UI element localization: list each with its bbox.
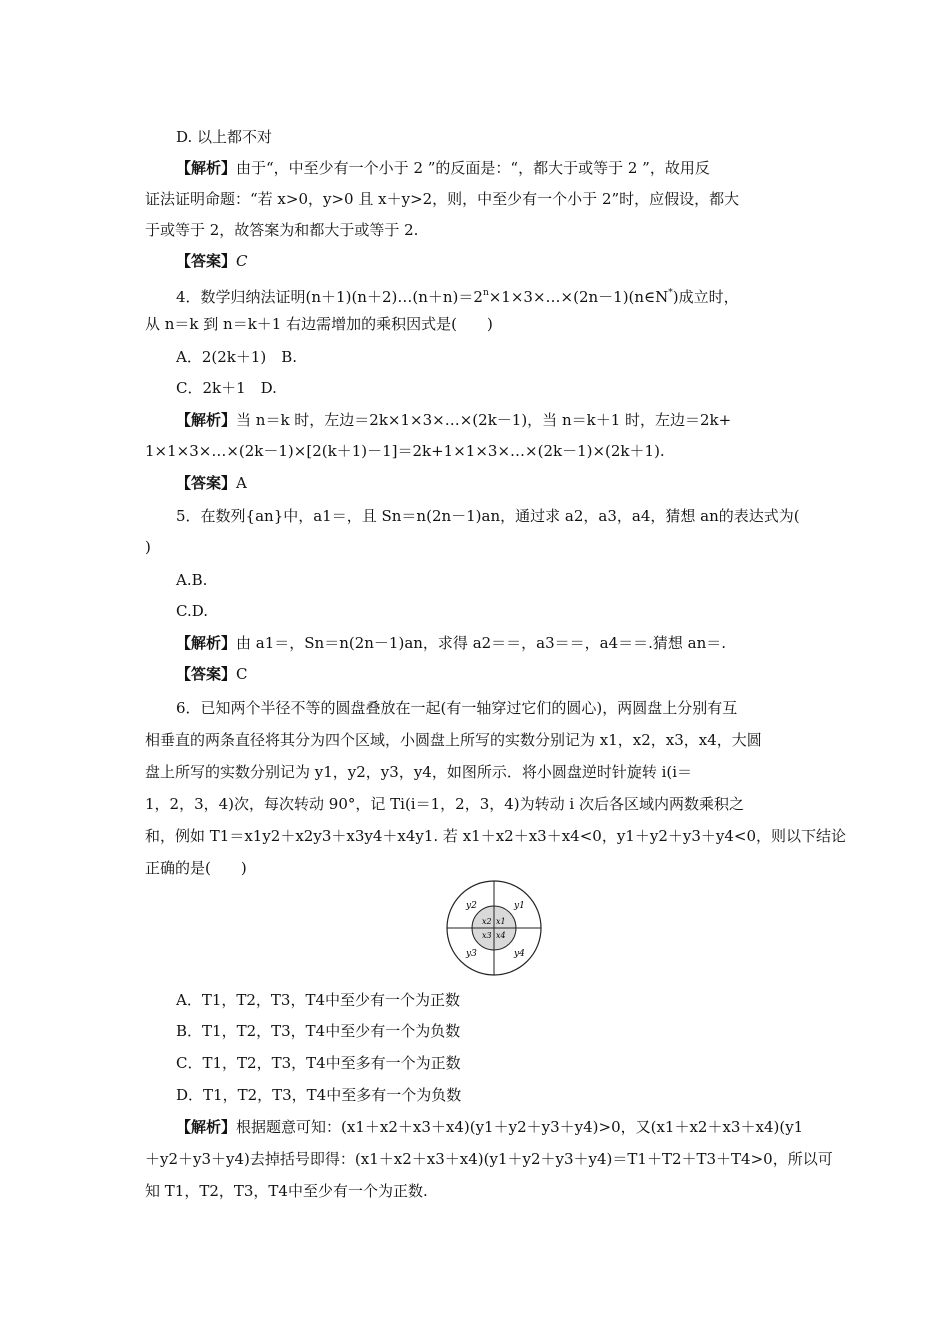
analysis-text: 由 a1＝，Sn＝n(2n－1)an，求得 a2＝＝，a3＝＝，a4＝＝.猜想 an＝. — [236, 634, 727, 652]
option-line: C．2k＋1 D. — [176, 379, 277, 397]
text-line: 正确的是( ) — [145, 859, 247, 877]
option-b: B．T1，T2，T3，T4中至少有一个为负数 — [176, 1022, 461, 1040]
text-part: 4．数学归纳法证明(n＋1)(n＋2)…(n＋n)＝2 — [176, 288, 483, 306]
question-5-line: 5．在数列{an}中，a1＝，且 Sn＝n(2n－1)an，通过求 a2，a3，a4，猜想 an的表达式为( — [176, 507, 800, 525]
superscript: n — [482, 288, 489, 298]
text-line: 证法证明命题：“若 x>0，y>0 且 x＋y>2，则，中至少有一个小于 2”时，应假设，都大 — [145, 190, 740, 208]
outer-label: y1 — [514, 901, 525, 911]
disc-figure — [444, 878, 544, 978]
analysis-text: 根据题意可知：(x1＋x2＋x3＋x4)(y1＋y2＋y3＋y4)>0，又(x1＋x2＋x3＋x4)(y1 — [236, 1118, 804, 1136]
text-line: 知 T1，T2，T3，T4中至少有一个为正数. — [145, 1182, 428, 1200]
text-line: 相垂直的两条直径将其分为四个区域，小圆盘上所写的实数分别记为 x1，x2，x3，x4，大圆 — [145, 731, 762, 749]
option-a: A．T1，T2，T3，T4中至少有一个为正数 — [176, 991, 461, 1009]
inner-label: x4 — [496, 931, 506, 940]
analysis-tag: 【解析】 — [176, 634, 237, 652]
analysis-text: 当 n＝k 时，左边＝2k×1×3×…×(2k－1)，当 n＝k＋1 时，左边＝2k+ — [236, 411, 732, 429]
text-line: 和，例如 T1＝x1y2＋x2y3＋x3y4＋x4y1. 若 x1＋x2＋x3＋x4<0，y1＋y2＋y3＋y4<0，则以下结论 — [145, 827, 847, 845]
option-d-line: D. 以上都不对 — [176, 128, 273, 146]
analysis-line — [176, 633, 726, 653]
option-line: C.D. — [176, 602, 208, 620]
outer-label: y2 — [466, 901, 477, 911]
text-line: 1×1×3×…×(2k－1)×[2(k＋1)－1]＝2k+1×1×3×…×(2k－1)×(2k＋1). — [145, 442, 665, 460]
analysis-tag: 【解析】 — [176, 411, 237, 429]
question-4-line — [176, 283, 739, 307]
answer-line — [176, 251, 248, 271]
answer-tag: 【答案】 — [176, 474, 237, 492]
analysis-line — [176, 1117, 803, 1137]
text-line: ) — [145, 538, 151, 556]
text-part: )成立时， — [672, 288, 739, 306]
inner-label: x3 — [482, 931, 492, 940]
superscript: * — [668, 288, 673, 298]
analysis-tag: 【解析】 — [176, 159, 237, 177]
analysis-line — [176, 158, 710, 178]
answer-value: A — [236, 474, 247, 492]
text-line: 1，2，3，4)次，每次转动 90°，记 Ti(i＝1，2，3，4)为转动 i 次后各区域内两数乘积之 — [145, 795, 744, 813]
option-line: A．2(2k＋1) B. — [176, 348, 298, 366]
option-c: C．T1，T2，T3，T4中至多有一个为正数 — [176, 1054, 461, 1072]
text-line: ＋y2＋y3＋y4)去掉括号即得：(x1＋x2＋x3＋x4)(y1＋y2＋y3＋y4)＝T1＋T2＋T3＋T4>0，所以可 — [145, 1150, 833, 1168]
option-d: D．T1，T2，T3，T4中至多有一个为负数 — [176, 1086, 462, 1104]
text-line: 于或等于 2，故答案为和都大于或等于 2. — [145, 221, 419, 239]
answer-value: C — [236, 252, 248, 270]
answer-tag: 【答案】 — [176, 252, 237, 270]
inner-label: x2 — [482, 917, 492, 926]
answer-line — [176, 664, 248, 684]
answer-value: C — [236, 665, 248, 683]
inner-label: x1 — [496, 917, 506, 926]
answer-line — [176, 473, 247, 493]
text-part: ×1×3×…×(2n－1)(n∈N — [488, 288, 669, 306]
analysis-text: 由于“，中至少有一个小于 2 ”的反面是：“，都大于或等于 2 ”，故用反 — [236, 159, 710, 177]
text-line: 从 n＝k 到 n＝k＋1 右边需增加的乘积因式是( ) — [145, 315, 493, 333]
analysis-tag: 【解析】 — [176, 1118, 237, 1136]
option-line: A.B. — [176, 571, 208, 589]
answer-tag: 【答案】 — [176, 665, 237, 683]
question-6-line: 6．已知两个半径不等的圆盘叠放在一起(有一轴穿过它们的圆心)，两圆盘上分别有互 — [176, 699, 738, 717]
outer-label: y3 — [466, 949, 477, 959]
text-line: 盘上所写的实数分别记为 y1，y2，y3，y4，如图所示．将小圆盘逆时针旋转 i(i＝ — [145, 763, 693, 781]
outer-label: y4 — [514, 949, 525, 959]
analysis-line — [176, 410, 731, 430]
